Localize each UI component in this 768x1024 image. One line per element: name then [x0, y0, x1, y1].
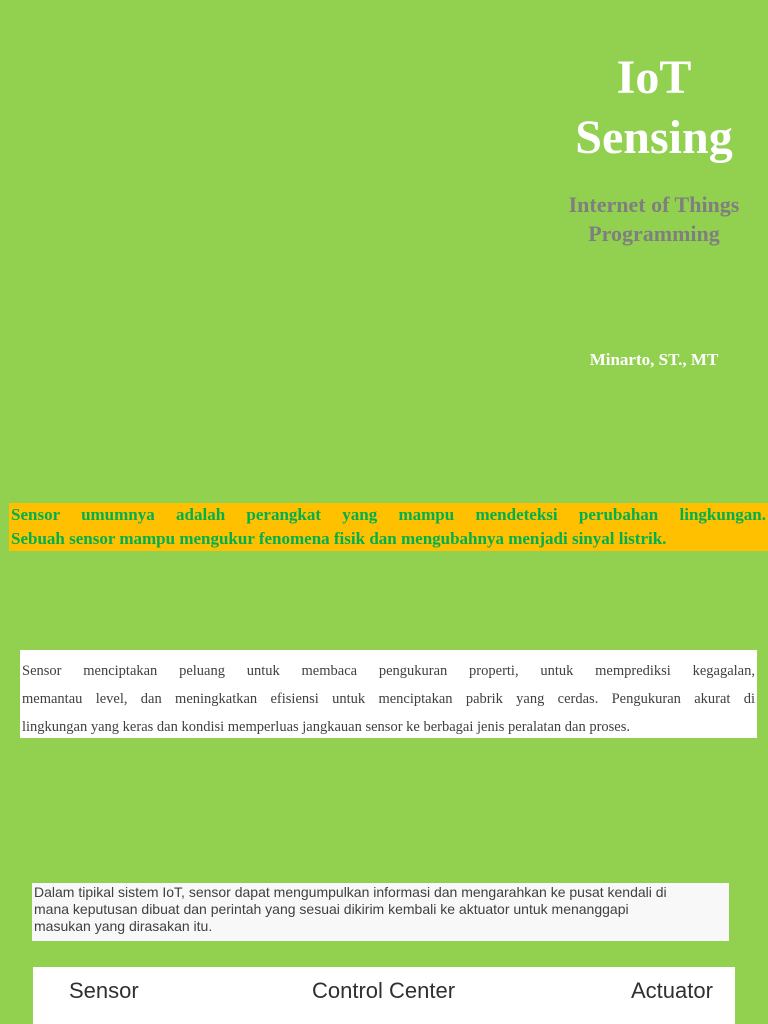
paragraph1-line-2: memantau level, dan meningkatkan efisiensi untuk menciptakan pabrik yang cerdas. Pengukuran akurat di [22, 691, 755, 707]
definition-line-1: Sensor umumnya adalah perangkat yang mampu mendeteksi perubahan lingkungan. [11, 505, 766, 524]
title-line-2: Sensing [575, 111, 733, 164]
definition-line-2: Sebuah sensor mampu mengukur fenomena fisik dan mengubahnya menjadi sinyal listrik. [11, 529, 667, 548]
paragraph2-line-3: masukan yang dirasakan itu. [34, 918, 213, 934]
paragraph1-line-3: lingkungan yang keras dan kondisi memperluas jangkauan sensor ke berbagai jenis peralatan dan proses. [22, 719, 631, 735]
iot-flow-diagram [33, 967, 735, 1024]
diagram-label-control-center: Control Center [312, 978, 456, 1003]
slide-title [540, 48, 768, 168]
author-name: Minarto, ST., MT [589, 350, 719, 369]
paragraph2-line-1: Dalam tipikal sistem IoT, sensor dapat mengumpulkan informasi dan mengarahkan ke pusat kendali di [34, 884, 667, 900]
iot-system-paragraph [32, 883, 729, 941]
diagram-label-sensor: Sensor [69, 978, 139, 1003]
slide-subtitle [540, 190, 768, 248]
sensor-opportunity-paragraph [20, 650, 757, 738]
title-line-1: IoT [616, 51, 692, 104]
paragraph2-line-2: mana keputusan dibuat dan perintah yang sesuai dikirim kembali ke aktuator untuk menanggapi [34, 901, 629, 917]
subtitle-line-1: Internet of Things [568, 192, 740, 217]
subtitle-line-2: Programming [588, 221, 720, 246]
sensor-definition-box [9, 503, 768, 551]
paragraph1-line-1: Sensor menciptakan peluang untuk membaca pengukuran properti, untuk memprediksi kegagalan, [22, 663, 755, 679]
diagram-label-actuator: Actuator [631, 978, 713, 1003]
